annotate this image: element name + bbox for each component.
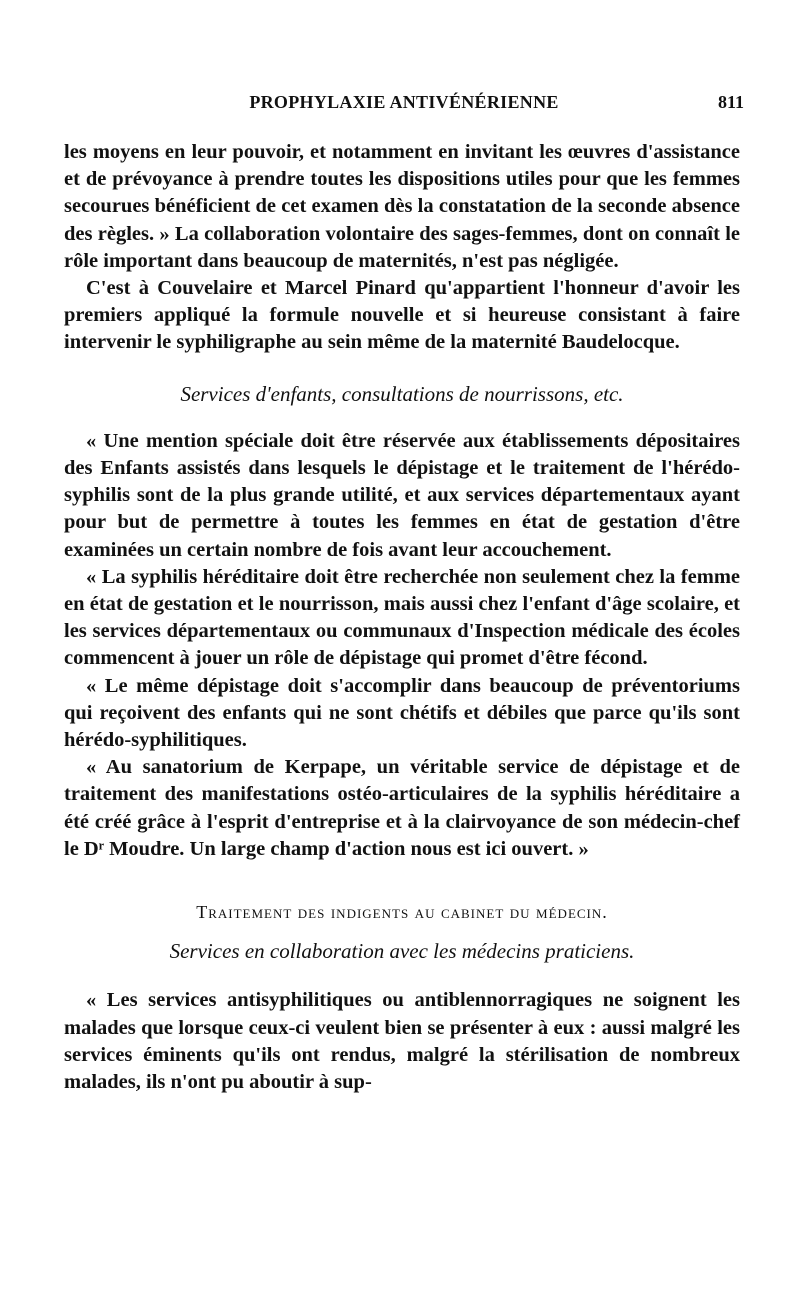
- body-text: [64, 139, 740, 1096]
- paragraph: les moyens en leur pouvoir, et notamment en invitant les œuvres d'assistance et de prévoyance à prendre toutes les dispositions utiles pour que les femmes secourues bénéficient de cet examen dès la constatation de la seconde absence des règles. » La collaboration volontaire des sages-femmes, dont on connaît le rôle important dans beaucoup de maternités, n'est pas négligée.: [64, 141, 740, 272]
- paragraph: « Au sanatorium de Kerpape, un véritable service de dépistage et de traitement des manifestations ostéo-articulaires de la syphilis héréditaire a été créé grâce à l'esprit d'entreprise et à la clairvoyance de son médecin-chef le Dʳ Moudre. Un large champ d'action nous est ici ouvert. »: [64, 756, 740, 860]
- section-heading: Services d'enfants, consultations de nourrissons, etc.: [180, 381, 624, 406]
- page-number: 811: [717, 92, 744, 112]
- paragraph: « Les services antisyphilitiques ou antiblennorragiques ne soignent les malades que lorsque ceux-ci veulent bien se présenter à eux : aussi malgré les services éminents qu'ils ont rendus, malgré la stérilisation de nombreux malades, ils n'ont pu aboutir à sup-: [64, 989, 740, 1094]
- running-title: PROPHYLAXIE ANTIVÉNÉRIENNE: [249, 92, 559, 112]
- paragraph: « Une mention spéciale doit être réservée aux établissements dépositaires des Enfants assistés dans lesquels le dépistage et le traitement de l'hérédo-syphilis sont de la plus grande utilité, et aux services départementaux ayant pour but de permettre à toutes les femmes en état de gestation d'être examinées un certain nombre de fois avant leur accouchement.: [64, 429, 740, 561]
- paragraph: « La syphilis héréditaire doit être recherchée non seulement chez la femme en état de gestation et le nourrisson, mais aussi chez l'enfant d'âge scolaire, et les services départementaux ou communaux d'Inspection médicale des écoles commencent à jouer un rôle de dépistage qui promet d'être fécond.: [64, 565, 740, 670]
- section-heading-caps: Traitement des indigents au cabinet du médecin.: [196, 902, 608, 923]
- section-subheading: Services en collaboration avec les médecins praticiens.: [169, 939, 635, 964]
- paragraph: C'est à Couvelaire et Marcel Pinard qu'appartient l'honneur d'avoir les premiers appliqué la formule nouvelle et si heureuse consistant à faire intervenir le syphiligraphe au sein même de la maternité Baudelocque.: [64, 277, 740, 354]
- paragraph: « Le même dépistage doit s'accomplir dans beaucoup de préventoriums qui reçoivent des enfants qui ne sont chétifs et débiles que parce qu'ils sont hérédo-syphilitiques.: [64, 674, 740, 752]
- running-head: [64, 92, 744, 120]
